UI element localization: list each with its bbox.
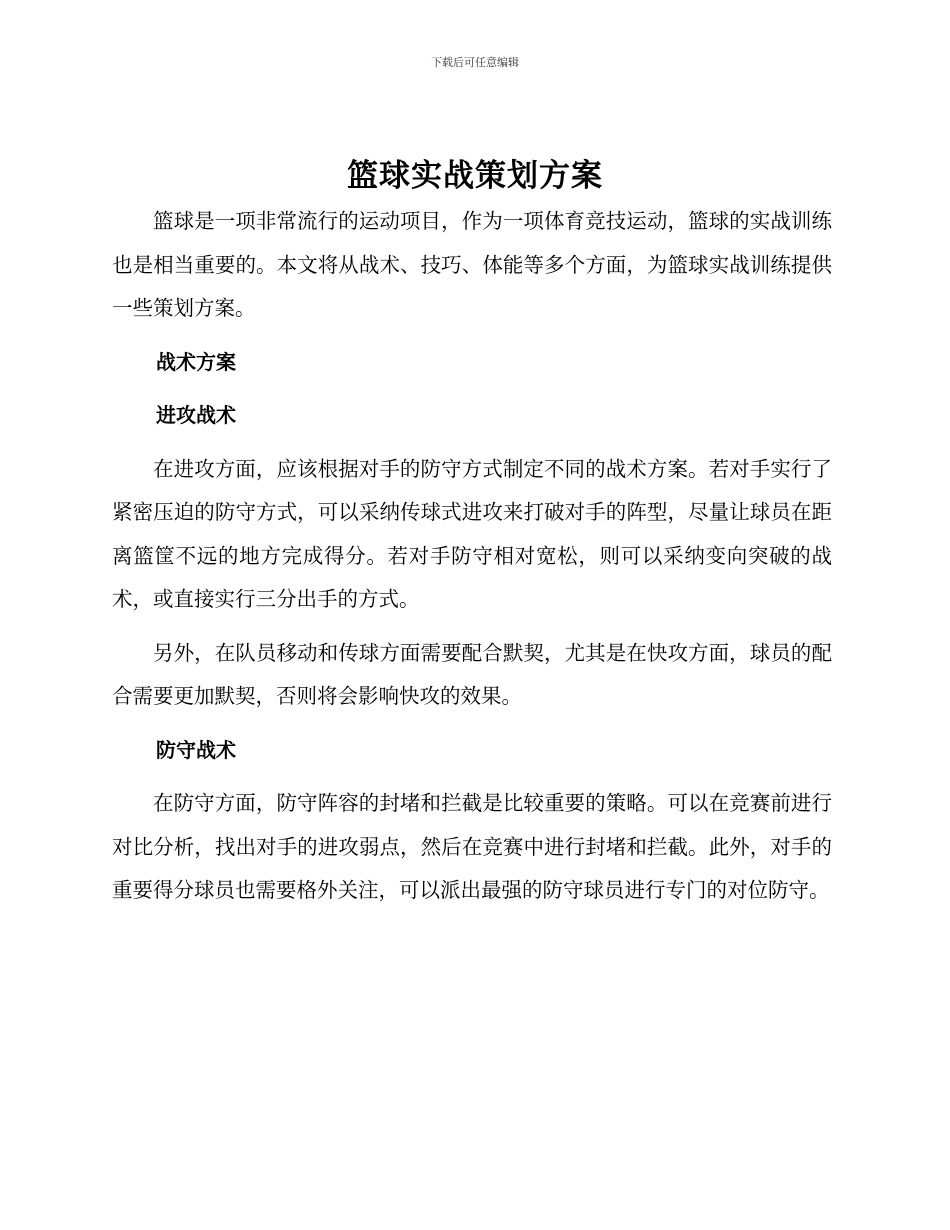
page-title: 篮球实战策划方案 — [347, 158, 603, 194]
offense-paragraph-1: 在进攻方面，应该根据对手的防守方式制定不同的战术方案。若对手实行了紧密压迫的防守方式，可以采纳传球式进攻来打破对手的阵型，尽量让球员在距离篮筐不远的地方完成得分。若对手防守相对宽松，则可以采纳变向突破的战术，或直接实行三分出手的方式。 — [112, 456, 832, 611]
offense-heading: 进攻战术 — [156, 403, 236, 427]
document-body — [112, 200, 832, 923]
offense-paragraph-2: 另外，在队员移动和传球方面需要配合默契，尤其是在快攻方面，球员的配合需要更加默契，否则将会影响快攻的效果。 — [112, 640, 832, 708]
defense-paragraph-1: 在防守方面，防守阵容的封堵和拦截是比较重要的策略。可以在竞赛前进行对比分析，找出对手的进攻弱点，然后在竞赛中进行封堵和拦截。此外，对手的重要得分球员也需要格外关注，可以派出最强的防守球员进行专门的对位防守。 — [112, 791, 832, 902]
tactics-heading: 战术方案 — [156, 349, 236, 374]
defense-heading: 防守战术 — [156, 737, 236, 762]
header-note: 下载后可任意编辑 — [431, 56, 519, 69]
intro-paragraph: 篮球是一项非常流行的运动项目，作为一项体育竞技运动，篮球的实战训练也是相当重要的。本文将从战术、技巧、体能等多个方面，为篮球实战训练提供一些策划方案。 — [112, 209, 832, 320]
